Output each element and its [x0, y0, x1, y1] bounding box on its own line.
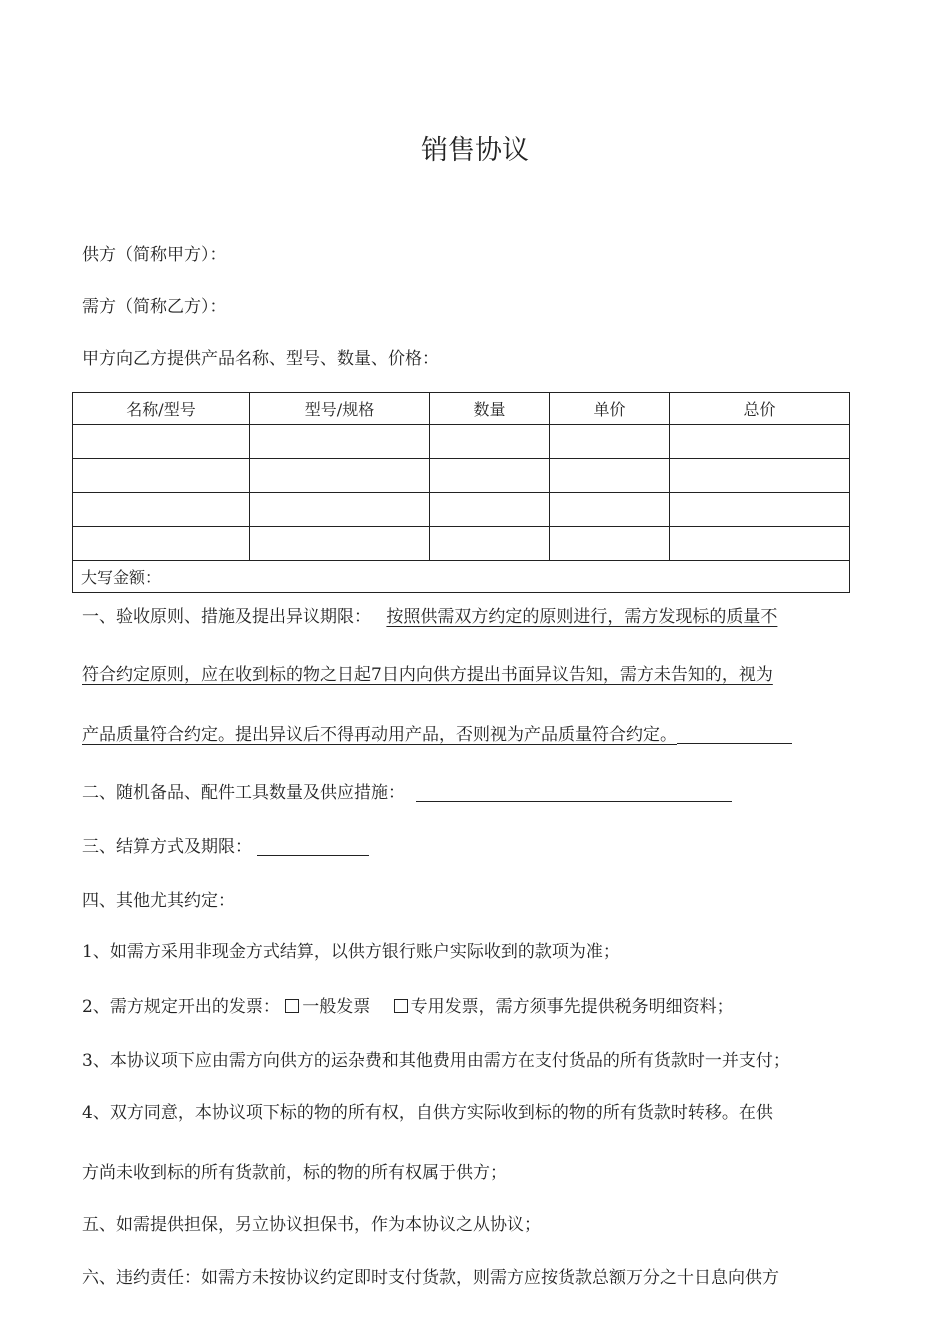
capital-amount-label: 大写金额： — [73, 561, 850, 593]
table-cell — [430, 459, 550, 493]
clause-1-line-3 — [82, 720, 792, 745]
table-row — [73, 493, 850, 527]
header-quantity: 数量 — [430, 393, 550, 425]
clause-1-fill-blank — [677, 725, 792, 744]
table-cell — [430, 493, 550, 527]
table-cell — [550, 493, 670, 527]
clause-4-1: 1、如需方采用非现金方式结算，以供方银行账户实际收到的款项为准； — [82, 942, 620, 962]
clause-3-label: 三、结算方式及期限： — [82, 837, 252, 857]
table-cell — [250, 425, 430, 459]
clause-1-text-1: 按照供需双方约定的原则进行，需方发现标的质量不 — [386, 607, 778, 627]
clause-4-4-line-2: 方尚未收到标的所有货款前，标的物的所有权属于供方； — [82, 1163, 507, 1183]
clause-4-2-label: 2、需方规定开出的发票： — [82, 997, 280, 1017]
table-cell — [670, 425, 850, 459]
table-cell — [250, 459, 430, 493]
clause-1-text-3: 产品质量符合约定。提出异议后不得再动用产品，否则视为产品质量符合约定。 — [82, 725, 677, 745]
clause-1-line-2: 符合约定原则，应在收到标的物之日起7日内向供方提出书面异议告知，需方未告知的，视为 — [82, 665, 773, 685]
header-total-price: 总价 — [670, 393, 850, 425]
table-cell — [550, 527, 670, 561]
product-table — [72, 392, 850, 593]
clause-1-line-1 — [82, 602, 777, 627]
table-row — [73, 527, 850, 561]
table-cell — [430, 425, 550, 459]
table-cell — [670, 459, 850, 493]
special-invoice-label: 专用发票，需方须事先提供税务明细资料； — [410, 997, 734, 1017]
clause-5: 五、如需提供担保，另立协议担保书，作为本协议之从协议； — [82, 1215, 541, 1235]
table-cell — [73, 527, 250, 561]
table-row — [73, 459, 850, 493]
document-title: 销售协议 — [421, 135, 529, 166]
table-cell — [73, 459, 250, 493]
table-cell — [670, 493, 850, 527]
table-row — [73, 425, 850, 459]
clause-4-4-line-1: 4、双方同意，本协议项下标的物的所有权，自供方实际收到标的物的所有货款时转移。在供 — [82, 1103, 773, 1123]
general-invoice-label: 一般发票 — [302, 997, 371, 1017]
clause-4-3: 3、本协议项下应由需方向供方的运杂费和其他费用由需方在支付货品的所有货款时一并支付； — [82, 1051, 790, 1071]
table-cell — [550, 425, 670, 459]
header-unit-price: 单价 — [550, 393, 670, 425]
product-intro: 甲方向乙方提供产品名称、型号、数量、价格： — [82, 349, 439, 369]
general-invoice-checkbox[interactable] — [285, 999, 299, 1013]
table-cell — [430, 527, 550, 561]
header-model-spec: 型号/规格 — [250, 393, 430, 425]
clause-1-label: 一、验收原则、措施及提出异议期限： — [82, 607, 371, 627]
table-cell — [73, 493, 250, 527]
header-name-model: 名称/型号 — [73, 393, 250, 425]
clause-3-blank — [257, 837, 369, 856]
clause-2-blank — [416, 783, 732, 802]
clause-3 — [82, 832, 369, 857]
clause-4-2 — [82, 992, 734, 1017]
clause-2-label: 二、随机备品、配件工具数量及供应措施： — [82, 783, 405, 803]
clause-2 — [82, 778, 732, 803]
special-invoice-checkbox[interactable] — [394, 999, 408, 1013]
table-cell — [670, 527, 850, 561]
capital-amount-row — [73, 561, 850, 593]
table-header-row — [73, 393, 850, 425]
table-cell — [550, 459, 670, 493]
clause-6: 六、违约责任：如需方未按协议约定即时支付货款，则需方应按货款总额万分之十日息向供方 — [82, 1268, 779, 1288]
clause-4-label: 四、其他尤其约定： — [82, 891, 235, 911]
table-cell — [250, 493, 430, 527]
supplier-label: 供方（简称甲方）： — [82, 245, 227, 265]
table-cell — [73, 425, 250, 459]
buyer-label: 需方（简称乙方）： — [82, 297, 227, 317]
table-cell — [250, 527, 430, 561]
